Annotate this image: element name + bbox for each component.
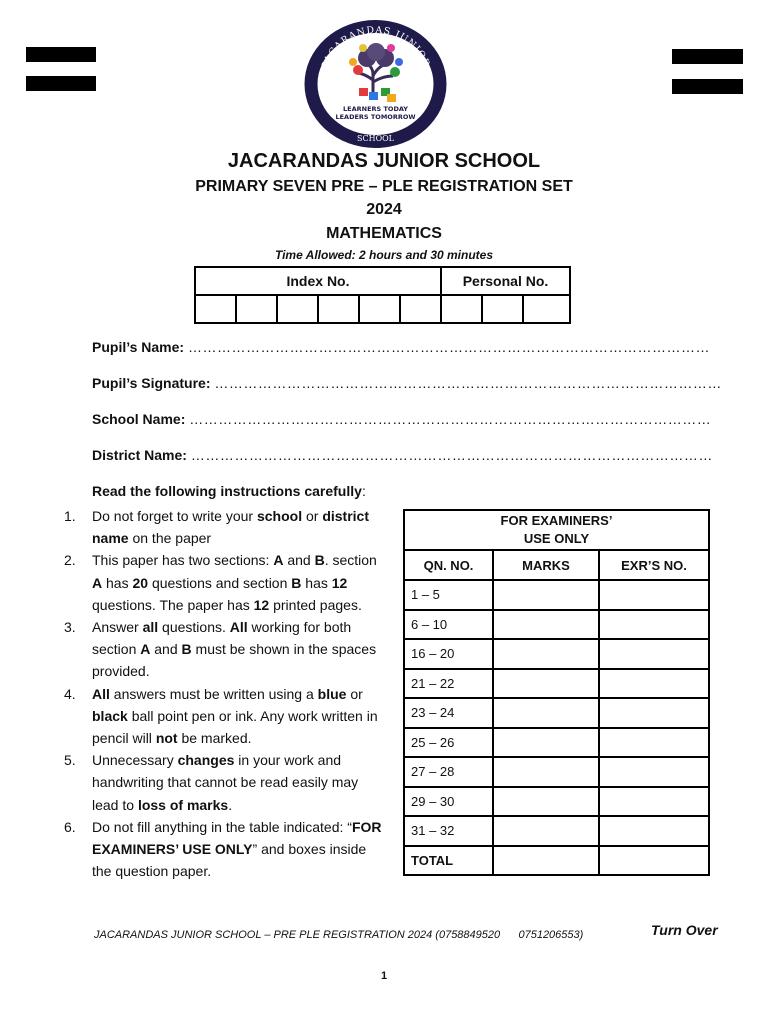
- instruction-text: A: [92, 574, 103, 591]
- marks-cell: [493, 639, 599, 669]
- examiners-table-title: [404, 510, 709, 550]
- instruction-text: questions.: [158, 619, 230, 636]
- marks-cell: [493, 669, 599, 699]
- logo-bottom-text: SCHOOL: [356, 134, 395, 143]
- personal-box[interactable]: [482, 295, 523, 323]
- instruction-text: Unnecessary: [92, 752, 178, 769]
- instruction-text: or: [346, 685, 363, 702]
- pupil-name-label: Pupil’s Name:: [92, 339, 185, 355]
- instruction-text: A: [140, 641, 151, 658]
- instruction-item: [62, 549, 382, 616]
- instruction-text: not: [155, 730, 178, 747]
- instruction-text: and: [283, 552, 315, 569]
- year-title: 2024: [366, 201, 402, 218]
- instruction-text: All: [92, 685, 110, 702]
- school-name-label: School Name:: [92, 411, 186, 427]
- instruction-text: black: [92, 707, 128, 724]
- instruction-text: questions. The paper has: [92, 596, 254, 613]
- exam-set-title: PRIMARY SEVEN PRE – PLE REGISTRATION SET: [195, 178, 573, 195]
- exr-no-cell: [599, 757, 709, 787]
- instruction-text: loss of marks: [137, 796, 229, 813]
- logo-motto-line2: LEADERS TOMORROW: [335, 113, 416, 121]
- instruction-text: changes: [177, 752, 235, 769]
- pupil-name-field[interactable]: [92, 339, 710, 355]
- instruction-item: [62, 749, 382, 816]
- question-range: 27 – 28: [404, 757, 493, 787]
- subject-title: MATHEMATICS: [326, 225, 442, 242]
- marks-cell: [493, 757, 599, 787]
- school-name-field[interactable]: [92, 411, 711, 427]
- school-name-dots: ………………………………………………………………………………………………: [189, 411, 712, 427]
- instruction-text: on the paper: [128, 530, 212, 547]
- instruction-text: and: [150, 641, 182, 658]
- table-row: [404, 698, 709, 728]
- instruction-number: 6.: [64, 818, 76, 835]
- instructions-heading-text: Read the following instructions carefully: [92, 483, 362, 499]
- district-name-dots: ………………………………………………………………………………………………: [190, 447, 713, 463]
- table-row: [404, 639, 709, 669]
- instructions-list: [62, 505, 382, 882]
- question-range: 29 – 30: [404, 787, 493, 817]
- exr-no-cell: [599, 698, 709, 728]
- question-range: 6 – 10: [404, 610, 493, 640]
- redaction-bar-right-bottom: [672, 79, 743, 94]
- instruction-item: [62, 816, 382, 883]
- question-range: 1 – 5: [404, 580, 493, 610]
- personal-no-header: Personal No.: [441, 267, 570, 295]
- instruction-text: answers must be written using a: [109, 685, 318, 702]
- instruction-text: 12: [331, 574, 348, 591]
- examiners-title-line1: FOR EXAMINERS’: [500, 513, 613, 528]
- instruction-text: ” and boxes inside the question paper.: [92, 841, 367, 880]
- index-box[interactable]: [318, 295, 359, 323]
- instruction-text: 12: [253, 596, 270, 613]
- redaction-bar-left-bottom: [26, 76, 96, 91]
- pupil-signature-field[interactable]: [92, 375, 722, 391]
- total-exr-cell: [599, 846, 709, 876]
- question-range: 16 – 20: [404, 639, 493, 669]
- instruction-text: has: [301, 574, 332, 591]
- marks-cell: [493, 787, 599, 817]
- index-no-header: Index No.: [195, 267, 441, 295]
- instruction-text: blue: [317, 685, 347, 702]
- exr-no-cell: [599, 639, 709, 669]
- footer-text: JACARANDAS JUNIOR SCHOOL – PRE PLE REGISTRATION 2024 (0758849520 0751206553): [94, 929, 584, 941]
- exr-no-cell: [599, 787, 709, 817]
- question-range: 25 – 26: [404, 728, 493, 758]
- district-name-label: District Name:: [92, 447, 187, 463]
- table-row: [404, 816, 709, 846]
- col-exr-no: EXR’S NO.: [599, 550, 709, 580]
- instruction-text: All: [229, 619, 248, 636]
- redaction-bar-right-top: [672, 49, 743, 64]
- instruction-text: questions and section: [148, 574, 292, 591]
- index-box[interactable]: [359, 295, 400, 323]
- table-row: [404, 669, 709, 699]
- table-row: [404, 757, 709, 787]
- table-row: [404, 728, 709, 758]
- logo-arc-text: JACARANDAS JUNIOR: [320, 24, 432, 69]
- examiners-title-line2: USE ONLY: [523, 531, 590, 546]
- exr-no-cell: [599, 728, 709, 758]
- table-row: [404, 787, 709, 817]
- instruction-text: B: [181, 641, 192, 658]
- marks-cell: [493, 698, 599, 728]
- instruction-number: 5.: [64, 752, 76, 769]
- instruction-text: B: [291, 574, 302, 591]
- marks-cell: [493, 610, 599, 640]
- instruction-text: in your work and handwriting that cannot be read easily may lead to: [92, 752, 359, 813]
- instruction-text: has: [102, 574, 133, 591]
- instruction-text: B: [314, 552, 325, 569]
- instruction-number: 2.: [64, 552, 76, 569]
- turn-over: Turn Over: [651, 922, 718, 938]
- total-label: TOTAL: [404, 846, 493, 876]
- instruction-text: all: [142, 619, 159, 636]
- page-number: 1: [380, 970, 388, 982]
- col-qn-no: QN. NO.: [404, 550, 493, 580]
- question-range: 21 – 22: [404, 669, 493, 699]
- instructions-heading: [92, 483, 366, 499]
- marks-cell: [493, 580, 599, 610]
- instruction-number: 3.: [64, 619, 76, 636]
- index-number-table: [194, 266, 571, 324]
- time-allowed: Time Allowed: 2 hours and 30 minutes: [274, 248, 494, 262]
- school-title: JACARANDAS JUNIOR SCHOOL: [227, 150, 541, 172]
- instruction-text: ball point pen or ink. Any work written in pencil will: [92, 707, 378, 747]
- exr-no-cell: [599, 669, 709, 699]
- question-range: 31 – 32: [404, 816, 493, 846]
- total-marks-cell: [493, 846, 599, 876]
- pupil-signature-dots: ……………………………………………………………………………………………: [214, 375, 722, 391]
- examiners-table: [403, 509, 710, 876]
- instruction-text: A: [273, 552, 284, 569]
- logo-motto-line1: LEARNERS TODAY: [343, 105, 408, 113]
- instruction-text: Do not fill anything in the table indicated: “: [92, 818, 352, 835]
- redaction-bar-left-top: [26, 47, 96, 62]
- marks-cell: [493, 728, 599, 758]
- personal-box[interactable]: [441, 295, 482, 323]
- instructions-heading-colon: :: [361, 483, 366, 499]
- instruction-text: working for both section: [92, 619, 352, 658]
- index-box[interactable]: [236, 295, 277, 323]
- instruction-text: district name: [92, 508, 370, 547]
- col-marks: MARKS: [493, 550, 599, 580]
- instruction-item: [62, 616, 382, 683]
- instruction-number: 1.: [64, 508, 76, 524]
- instruction-text: be marked.: [177, 730, 252, 747]
- instruction-text: printed pages.: [269, 596, 362, 613]
- index-box[interactable]: [195, 295, 236, 323]
- instruction-text: .: [228, 796, 233, 813]
- school-logo: [303, 18, 448, 150]
- marks-cell: [493, 816, 599, 846]
- exr-no-cell: [599, 816, 709, 846]
- personal-box[interactable]: [523, 295, 570, 323]
- instruction-text: This paper has two sections:: [92, 552, 274, 569]
- instruction-text: FOR EXAMINERS’ USE ONLY: [92, 818, 382, 858]
- index-box[interactable]: [400, 295, 441, 323]
- instruction-item: [62, 505, 382, 549]
- exr-no-cell: [599, 610, 709, 640]
- instruction-text: . section: [324, 552, 377, 569]
- instruction-text: school: [256, 508, 303, 524]
- district-name-field[interactable]: [92, 447, 713, 463]
- pupil-name-dots: ………………………………………………………………………………………………: [187, 339, 710, 355]
- instruction-text: must be shown in the spaces provided.: [92, 641, 377, 680]
- table-row: [404, 580, 709, 610]
- instruction-text: or: [302, 508, 323, 524]
- instruction-text: 20: [132, 574, 149, 591]
- question-range: 23 – 24: [404, 698, 493, 728]
- exr-no-cell: [599, 580, 709, 610]
- pupil-signature-label: Pupil’s Signature:: [92, 375, 211, 391]
- instruction-number: 4.: [64, 685, 76, 702]
- instruction-item: [62, 683, 382, 750]
- table-row: [404, 610, 709, 640]
- index-box[interactable]: [277, 295, 318, 323]
- instruction-text: Answer: [92, 619, 143, 636]
- instruction-text: Do not forget to write your: [92, 508, 257, 524]
